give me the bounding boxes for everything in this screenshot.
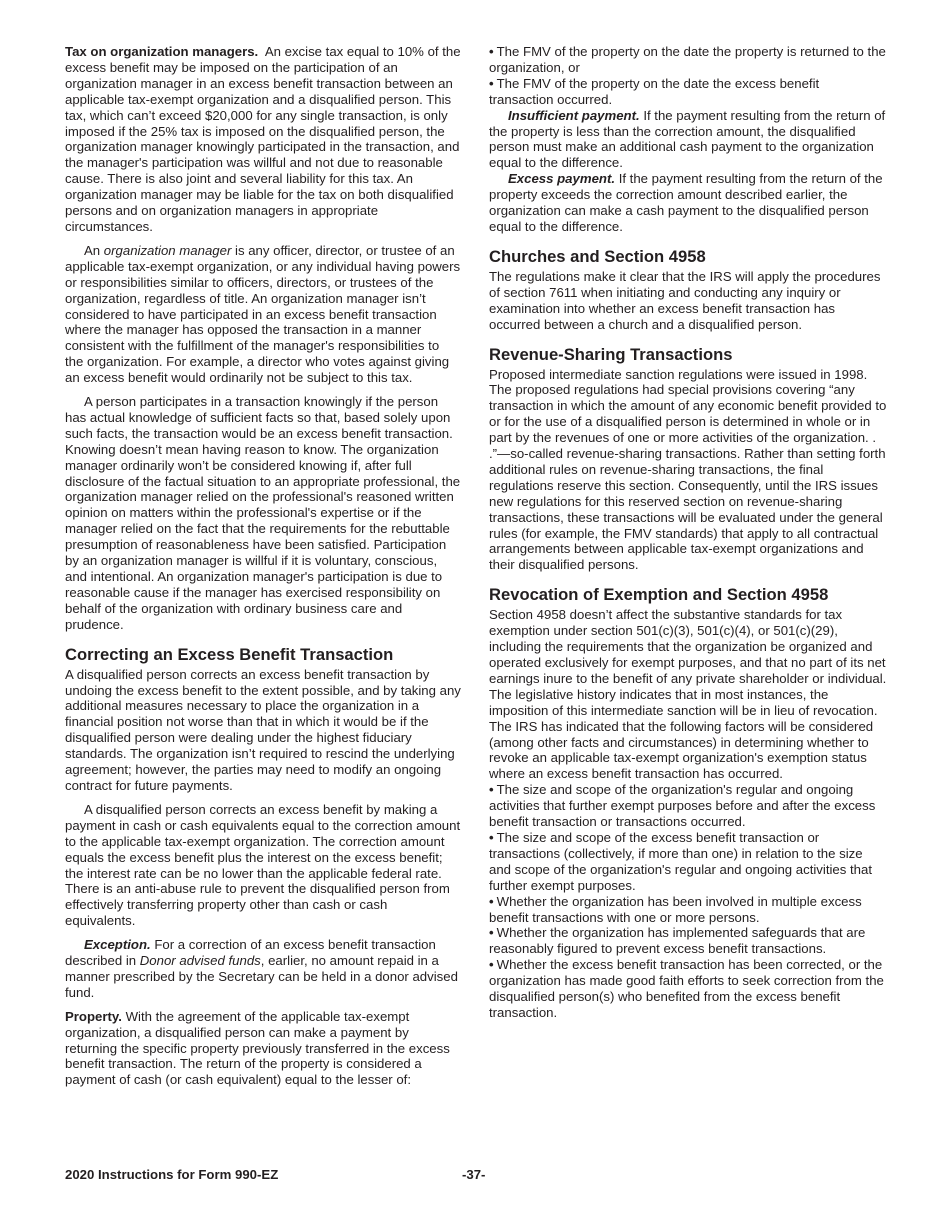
bullet-item bbox=[489, 830, 887, 894]
bullet-text: The FMV of the property on the date the excess benefit transaction occurred. bbox=[489, 75, 820, 107]
paragraph-insufficient-payment bbox=[489, 108, 887, 172]
run-in-heading: Excess payment. bbox=[508, 171, 616, 187]
paragraph-revenue-sharing: Proposed intermediate sanction regulations were issued in 1998. The proposed regulations had special provisions covering “any transaction in which the amount of any economic benefit provided to or for the use of a disqualified person is determined in whole or in part by the revenues of one or more activities of the organization. . .”—so-called revenue-sharing transactions. Rather than setting forth additional rules on revenue-sharing transactions, the final regulations reserve this section. Consequently, until the IRS issues new regulations for this reserved section on revenue-sharing transactions, these transactions will be evaluated under the general rules (for example, the FMV standards) that apply to all contractual arrangements between applicable tax-exempt organizations and their disqualified persons. bbox=[489, 366, 887, 573]
page-number: -37- bbox=[462, 1167, 486, 1182]
paragraph-tax-on-managers bbox=[65, 44, 461, 235]
paragraph-excess-payment bbox=[489, 171, 887, 235]
paragraph-correction-amount: A disqualified person corrects an excess benefit by making a payment in cash or cash equivalents equal to the correction amount to the applicable tax-exempt organization. The correction amount equals the excess benefit plus the interest on the excess benefit; the interest rate can be no lower than the applicable federal rate. There is an anti-abuse rule to prevent the disqualified person from effectively transferring property other than cash or cash equivalents. bbox=[65, 801, 461, 929]
section-heading-revocation: Revocation of Exemption and Section 4958 bbox=[489, 585, 829, 605]
bullet-icon: • bbox=[489, 893, 494, 909]
run-in-heading: Insufficient payment. bbox=[508, 107, 640, 123]
left-column bbox=[65, 44, 461, 1096]
bullet-item bbox=[489, 76, 887, 108]
bullet-icon: • bbox=[489, 44, 494, 59]
form-title: 2020 Instructions for Form 990-EZ bbox=[65, 1167, 279, 1182]
paragraph-text: , earlier, no amount repaid in a manner prescribed by the Secretary can be held in a donor advised fund. bbox=[65, 953, 458, 1000]
bullet-text: Whether the excess benefit transaction has been corrected, or the organization has made good faith efforts to seek correction from the disqualified person(s) who benefited from the excess benefit transaction. bbox=[489, 957, 884, 1020]
bullet-text: The size and scope of the excess benefit transaction or transactions (collectively, if more than one) in relation to the size and scope of the organization's regular and ongoing activities that further exempt purposes. bbox=[489, 829, 873, 893]
bullet-text: Whether the organization has implemented safeguards that are reasonably figured to prevent excess benefit transactions. bbox=[489, 925, 866, 957]
bullet-item bbox=[489, 782, 887, 830]
bullet-icon: • bbox=[489, 925, 494, 941]
paragraph-revocation: Section 4958 doesn’t affect the substantive standards for tax exemption under section 501(c)(3), 501(c)(4), or 501(c)(29), including the requirements that the organization be organized and operated exclusively for exempt purposes, and that no part of its net earnings inure to the benefit of any private shareholder or individual. The legislative history indicates that in most instances, the imposition of this intermediate sanction will be in lieu of revocation. The IRS has indicated that the following factors will be considered (among other facts and circumstances) in determining whether to revoke an applicable tax-exempt organization's exemption status where an excess benefit transaction has occurred. bbox=[489, 607, 887, 782]
paragraph-organization-manager bbox=[65, 243, 461, 386]
paragraph-property bbox=[65, 1009, 461, 1089]
section-heading-churches: Churches and Section 4958 bbox=[489, 246, 706, 266]
paragraph-text: If the payment resulting from the return of the property is less than the correction amount, the disqualified person must make an additional cash payment to the organization equal to the difference. bbox=[489, 107, 886, 171]
page-footer bbox=[65, 1167, 887, 1187]
cross-reference: Donor advised funds bbox=[139, 953, 261, 969]
bullet-text: Whether the organization has been involved in multiple excess benefit transactions with one or more persons. bbox=[489, 893, 862, 925]
bullet-icon: • bbox=[489, 957, 494, 973]
bullet-text: The FMV of the property on the date the property is returned to the organization, or bbox=[489, 44, 886, 75]
paragraph-churches: The regulations make it clear that the IRS will apply the procedures of section 7611 when initiating and conducting any inquiry or examination into whether an excess benefit transaction has occurred between a church and a disqualified person. bbox=[489, 268, 881, 332]
paragraph-knowingly: A person participates in a transaction knowingly if the person has actual knowledge of sufficient facts so that, based solely upon such facts, the transaction would be an excess benefit transaction. Knowing doesn’t mean having reason to know. The organization manager ordinarily won’t be considered knowing if, after full disclosure of the factual situation to an appropriate professional, the organization manager relied on the professional's reasoned written opinion on matters within the professional's expertise or if the manager relied on the fact that the requirements for the rebuttable presumption of reasonableness have been satisfied. Participation by an organization manager is willful if it is voluntary, conscious, and intentional. An organization manager's participation is due to reasonable cause if the manager has exercised responsibility on behalf of the organization with ordinary business care and prudence. bbox=[65, 394, 461, 632]
bullet-icon: • bbox=[489, 782, 494, 798]
bullet-item bbox=[489, 957, 887, 1021]
section-heading-revenue-sharing: Revenue-Sharing Transactions bbox=[489, 344, 733, 364]
run-in-heading: Property. bbox=[65, 1008, 122, 1024]
section-heading-correcting: Correcting an Excess Benefit Transaction bbox=[65, 644, 394, 664]
run-in-heading: Exception. bbox=[84, 937, 151, 953]
bullet-item bbox=[489, 894, 887, 926]
paragraph-text: With the agreement of the applicable tax-exempt organization, a disqualified person can make a payment by returning the specific property previously transferred in the excess benefit transaction. The return of the property is considered a payment of cash (or cash equivalent) equal to the lesser of: bbox=[65, 1008, 450, 1088]
bullet-icon: • bbox=[489, 75, 494, 91]
right-column bbox=[489, 44, 887, 1021]
bullet-icon: • bbox=[489, 829, 494, 845]
bullet-item bbox=[489, 925, 887, 957]
bullet-item bbox=[489, 44, 887, 76]
run-in-heading: Tax on organization managers. bbox=[65, 44, 259, 59]
paragraph-text: An bbox=[84, 242, 104, 258]
defined-term: organization manager bbox=[103, 242, 232, 258]
paragraph-text: For a correction of an excess benefit transaction described in bbox=[65, 937, 436, 969]
paragraph-correcting: A disqualified person corrects an excess benefit transaction by undoing the excess benefit to the extent possible, and by taking any additional measures necessary to place the organization in a financial position not worse than that in which it would be if the disqualified person were dealing under the highest fiduciary standards. The organization isn’t required to rescind the underlying agreement; however, the parties may need to modify an ongoing contract for future payments. bbox=[65, 666, 461, 793]
bullet-text: The size and scope of the organization's regular and ongoing activities that further exempt purposes before and after the excess benefit transaction or transactions occurred. bbox=[489, 782, 876, 830]
paragraph-text: If the payment resulting from the return of the property exceeds the correction amount described earlier, the organization can make a cash payment to the disqualified person equal to the difference. bbox=[489, 171, 883, 234]
paragraph-text: is any officer, director, or trustee of an applicable tax-exempt organization, or any individual having powers or responsibilities similar to officers, directors, or trustees of the organization, regardless of title. An organization manager isn’t considered to have participated in an excess benefit transaction where the manager has opposed the transaction in a manner consistent with the fulfillment of the manager's responsibilities to the organization. For example, a director who votes against giving an excess benefit would ordinarily not be subject to this tax. bbox=[65, 242, 461, 386]
paragraph-text: An excise tax equal to 10% of the excess benefit may be imposed on the participation of an organization manager in an excess benefit transaction between an applicable tax-exempt organization and a disqualified person. This tax, which can’t exceed $20,000 for any single transaction, is only imposed if the 25% tax is imposed on the disqualified person, the organization manager knowingly participated in the transaction, and the manager's participation was willful and not due to reasonable cause. There is also joint and several liability for this tax. An organization manager may be liable for the tax on both disqualified persons and on organization managers in appropriate circumstances. bbox=[65, 44, 461, 234]
paragraph-exception bbox=[65, 937, 461, 1001]
